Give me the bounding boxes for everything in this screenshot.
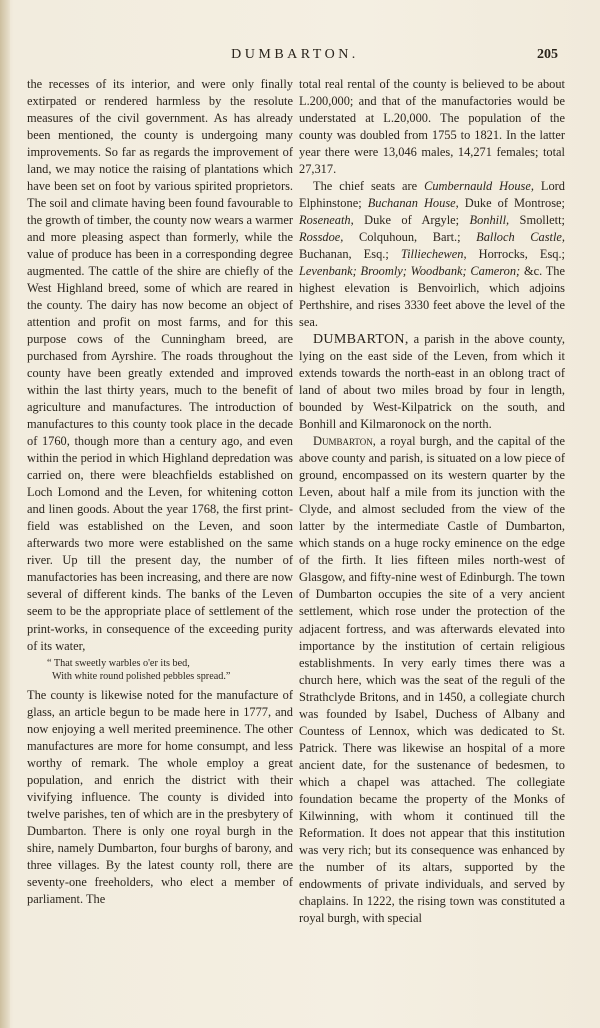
seat-name: Balloch Castle, — [476, 230, 566, 245]
left-paragraph-2: The county is likewise noted for the manufacture of glass, an article begun to be made here in 1777, and now enjoying a well merited preeminence. The other manufactures are more for home consumpt, and less worthy of remark. The whole employ a great population, and enrich the district with their vivifying influence. The county is divided into twelve parishes, ten of which are in the presbytery of Dumbarton. There is only one royal burgh in the shire, namely Dumbarton, four burghs of barony, and three villages. By the latest county roll, there are seventy-one freeholders, who elect a member of parliament. The — [27, 687, 293, 906]
right-column — [299, 76, 565, 927]
left-column — [27, 76, 293, 908]
seat-owner: Buchanan, Esq.; — [299, 247, 401, 262]
verse-line-2: With white round polished pebbles spread.” — [52, 670, 231, 682]
page-header — [0, 47, 600, 67]
parish-entry — [299, 331, 565, 433]
chief-seats-paragraph — [299, 178, 565, 331]
seats-outro: &c. The highest elevation is Benvoirlich, which adjoins Perthshire, and rises 3330 feet above the level of the sea. — [299, 264, 565, 330]
seat-name: Tilliechewen, — [400, 247, 467, 262]
left-paragraph-1: the recesses of its interior, and were only finally extirpated or rendered harmless by the resolute measures of the civil government. As has already been mentioned, the county is undergoing many improvements. So far as regards the improvement of land, we may notice the raising of plantations which have been set on foot by various spirited proprietors. The soil and climate having been found favourable to the growth of timber, the county now wears a warmer and more pleasing aspect than formerly, while the value of produce has been in a corresponding degree augmented. The cattle of the shire are chiefly of the West Highland breed, some of which are reared in the county. The dairy has now become an object of attention and profit on most farms, and for this purpose cows of the Cunningham breed, are purchased from Ayrshire. The roads throughout the county have been greatly extended and improved within the last thirty years, much to the benefit of agriculture and manufactures. The introduction of manufactures to this county took place in the decade of 1760, though more than a century ago, and even within the period in which Highland depredation was carried on, there were bleachfields established on Loch Lomond and the Leven, for whitening cotton and linen goods. About the year 1768, the first print-field was established on the Leven, and soon afterwards two more were established on the same river. Up till the present day, the number of manufactories has been increasing, and there are now several of different kinds. The banks of the Leven seem to be the appropriate place of settlement of the print-works, in consequence of the exceeding purity of its water, — [27, 77, 293, 653]
page-gutter — [0, 0, 10, 1028]
seat-owner: Colquhoun, Bart.; — [343, 230, 477, 245]
seats-intro: The chief seats are — [313, 179, 425, 194]
seat-names: Levenbank; Broomly; Woodbank; Cameron; — [299, 264, 521, 279]
burgh-headword: Dumbarton, — [313, 434, 376, 449]
parish-headword: DUMBARTON, — [313, 332, 409, 348]
burgh-text: a royal burgh, and the capital of the above county and parish, is situated on a low piece of ground, encompassed on its western quarter by the Leven, about half a mile from its junction with the Clyde, and almost secluded from the view of the latter by the intermediate Castle of Dumbarton, which stands on a huge rocky eminence on the edge of the firth. It lies fifteen miles north-west of Glasgow, and fifty-nine west of Edinburgh. The town of Dumbarton occupies the site of a very ancient settlement, which rose under the protection of the adjacent fortress, and was afterwards elevated into importance by the institution of certain religious establishments. In very early times there was a church here, which was the seat of the reguli of the Strathclyde Britons, and in 1450, a collegiate church was founded by Isabel, Duchess of Albany and Countess of Lennox, which was dedicated to St. Patrick. There was likewise an hospital of a more ancient date, for the sustenance of bedesmen, to which a chapel was attached. The collegiate foundation became the property of the Monks of Kilwinning, with whom it continued till the Reformation. It does not appear that this institution was very rich; but its consequence was enhanced by the number of its altars, supported by the endowments of private individuals, and served by chaplains. In 1222, the rising town was constituted a royal burgh, with special — [299, 434, 565, 925]
verse-quote — [27, 657, 293, 683]
seat-owner: Duke of Montrose; — [458, 196, 565, 211]
seat-owner: Duke of Argyle; — [353, 213, 470, 228]
seat-name: Rossdoe, — [299, 230, 344, 245]
running-head: DUMBARTON. — [231, 47, 359, 62]
seat-owner: Lord Elphinstone; — [299, 179, 565, 211]
verse-line-1: “ That sweetly warbles o'er its bed, — [47, 657, 190, 669]
seat-name: Bonhill, — [469, 213, 510, 228]
parish-text: a parish in the above county, lying on the east side of the Leven, from which it extends towards the north-east in an oblong tract of land of about two miles broad by four in length, bounded by West-Kilpatrick on the south, and Bonhill and Kilmaronock on the north. — [299, 332, 565, 432]
page-number: 205 — [537, 47, 558, 62]
seat-name: Roseneath, — [299, 213, 354, 228]
seat-name: Buchanan House, — [367, 196, 459, 211]
seat-owner: Smollett; — [509, 213, 565, 228]
right-paragraph-1: total real rental of the county is believed to be about L.200,000; and that of the manufactories would be understated at L.20,000. The population of the county was doubled from 1755 to 1821. In the latter year there were 13,046 males, 14,271 females; total 27,317. — [299, 77, 565, 177]
burgh-entry — [299, 433, 565, 926]
seat-owner: Horrocks, Esq.; — [466, 247, 566, 262]
seat-name: Cumbernauld House, — [424, 179, 534, 194]
